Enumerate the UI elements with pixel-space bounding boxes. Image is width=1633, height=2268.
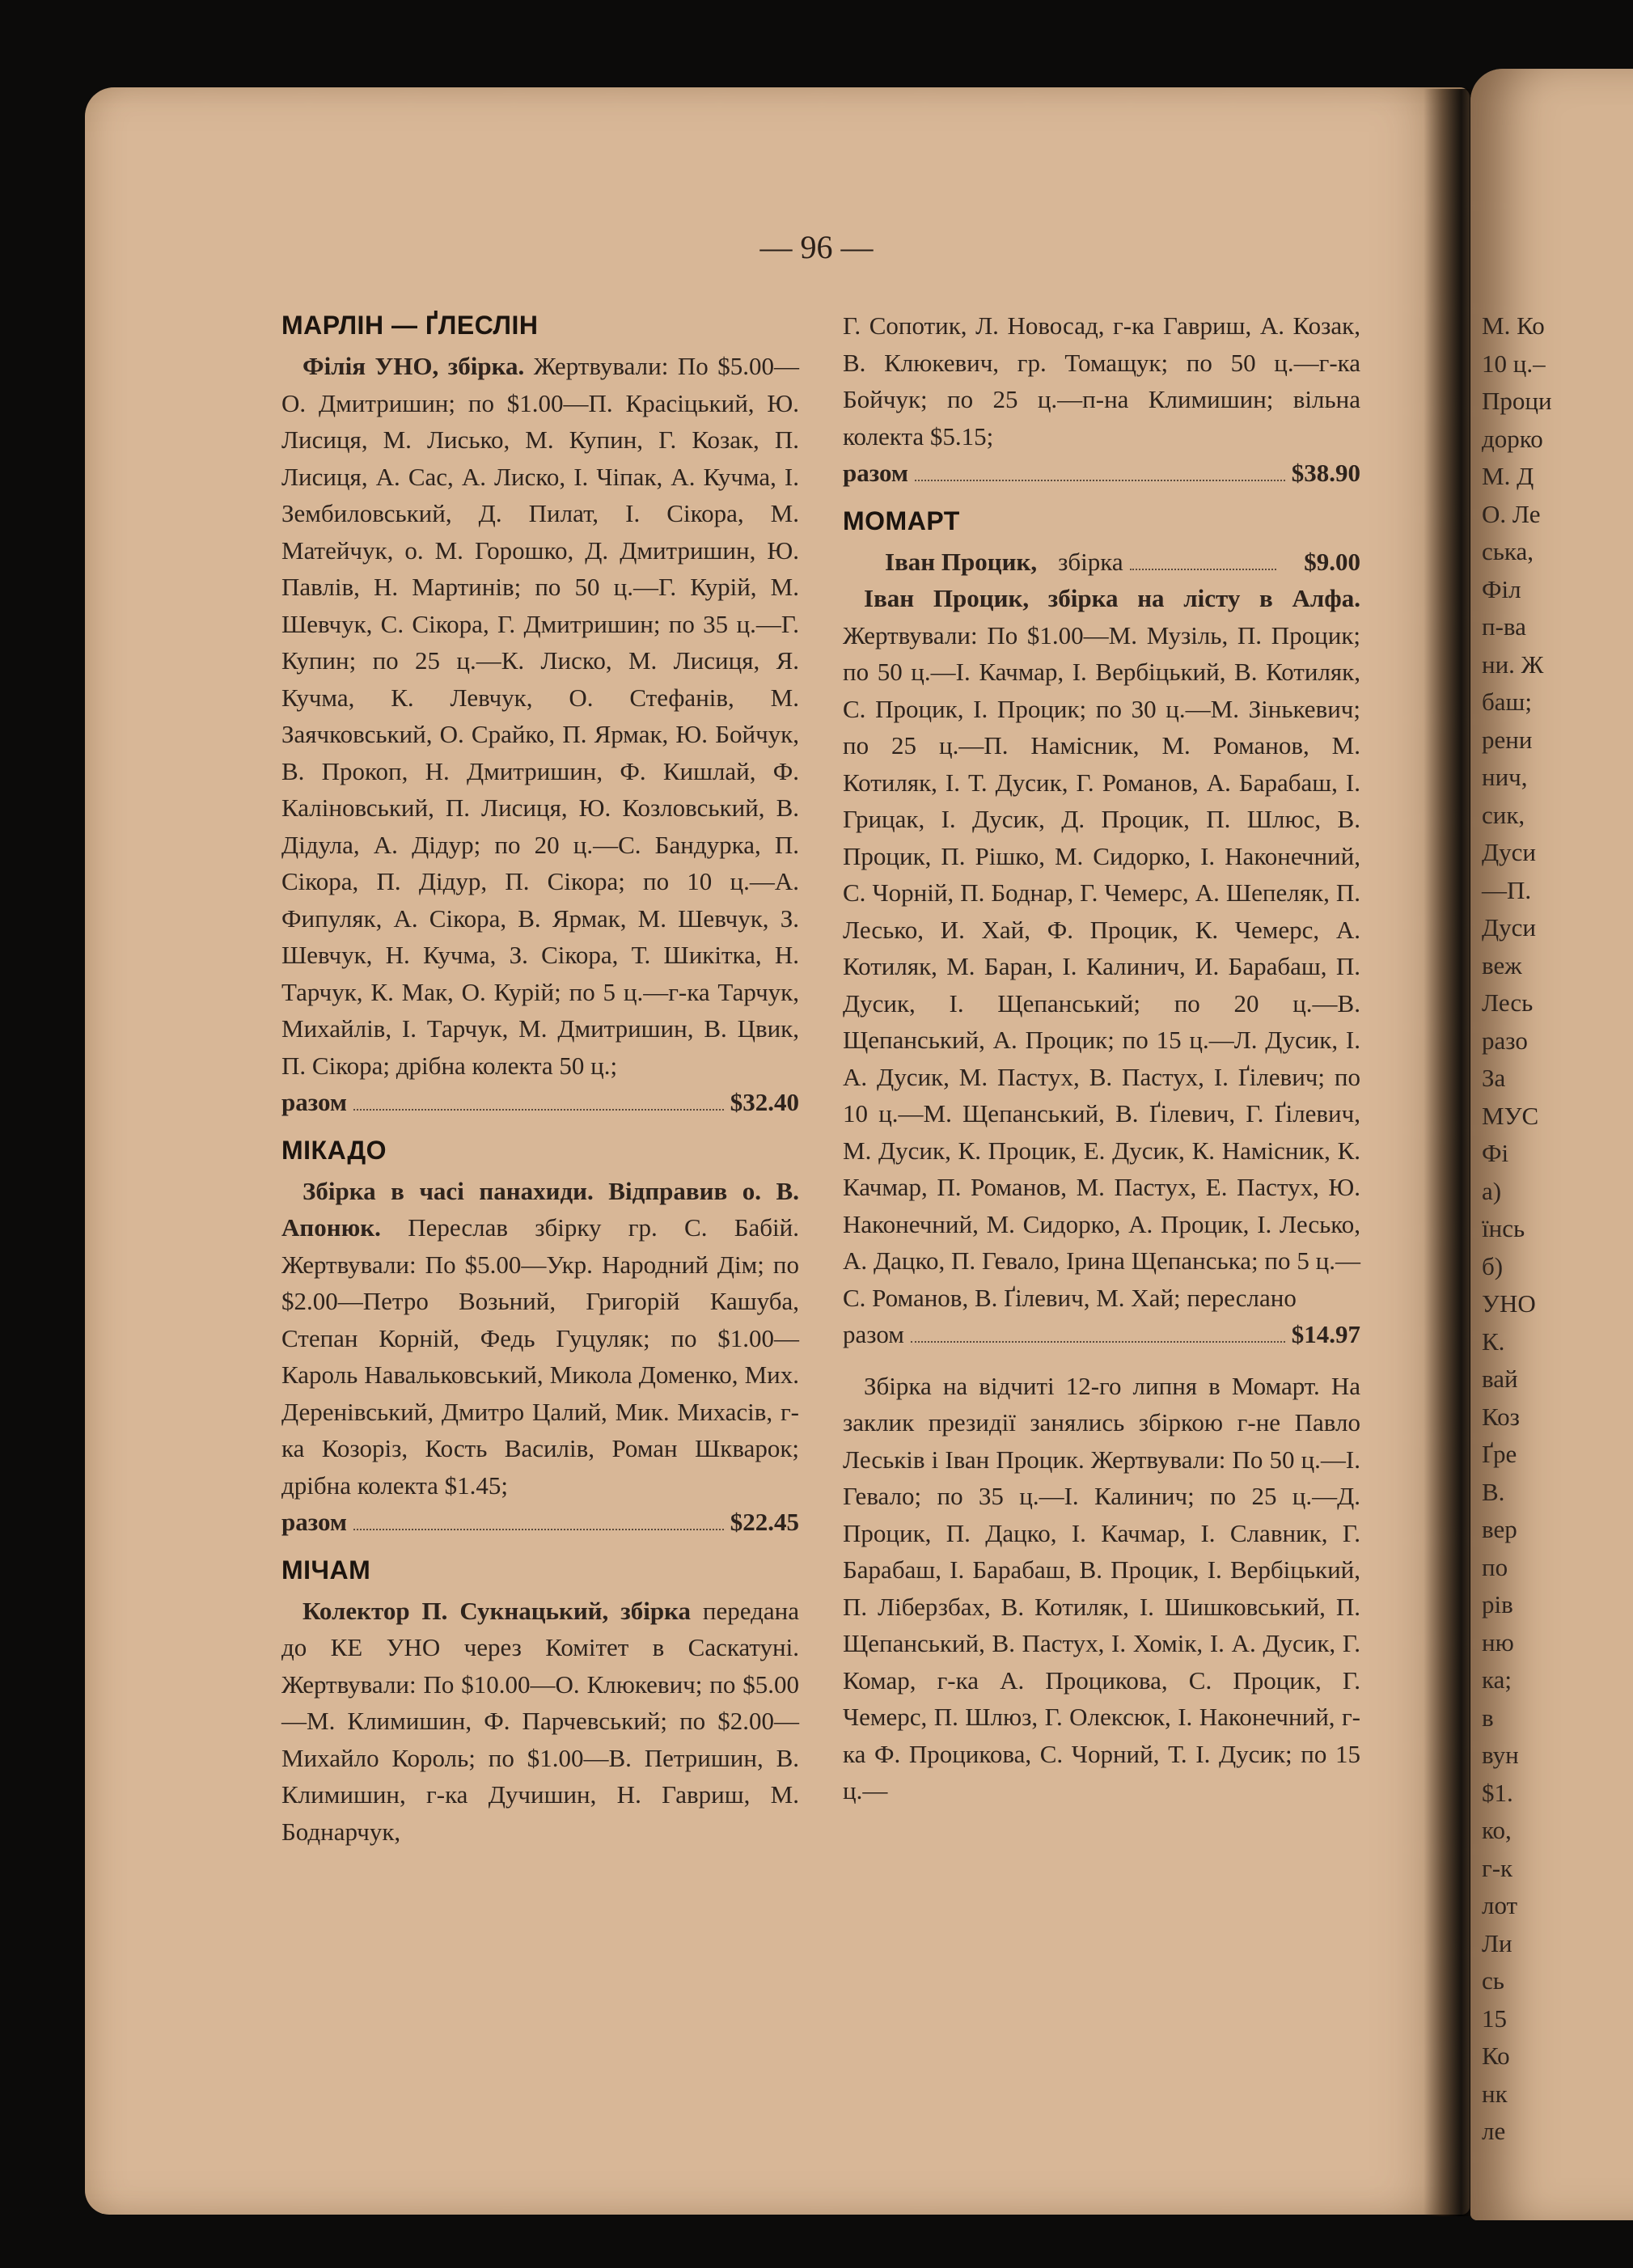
section-body-micham [281,1593,799,1851]
next-page-line: За [1482,1064,1506,1092]
next-page-line: $1. [1482,1778,1513,1807]
next-page-line: М. Ко [1482,311,1545,340]
spacer [843,1353,1360,1368]
total-label: разом [843,459,909,487]
next-page-line: п-ва [1482,612,1526,641]
next-page-line: лот [1482,1891,1518,1919]
next-page-line: рени [1482,725,1533,754]
leader-dots [353,1529,724,1530]
total-line-momart [843,1316,1360,1353]
next-page-line: ню [1482,1627,1514,1657]
next-page-line: баш; [1482,688,1533,716]
next-page-line: рів [1482,1590,1513,1618]
next-page-line: Коз [1482,1402,1520,1431]
entry-text: передана до КЕ УНО через Комітет в Саскатуні. Жертвували: По $10.00—О. Клюкевич; по $5.00—М. Климишин, Ф. Парчевський; по $2.00—Михайло Король; по $1.00—В. Петришин, В. Климишин, г-ка Дучишин, Н. Гавриш, М. Боднарчук, [281,1596,799,1846]
section-body-momart [843,580,1360,1316]
entry-text: збірка [1058,547,1123,576]
section-title-marlin: МАРЛІН — ҐЛЕСЛІН [281,311,539,340]
next-page-line: О. Ле [1482,499,1541,528]
left-column [281,307,799,1850]
next-page-line: Ли [1482,1928,1512,1957]
total-label: разом [281,1508,348,1536]
next-page-line: г-к [1482,1853,1513,1882]
next-page-line: 10 ц.– [1482,349,1546,378]
section-body-mikado [281,1173,799,1504]
section-title-micham: МІЧАМ [281,1555,371,1585]
entry-lead: Збірка в часі панахиди. Відправив о. В. Апонюк. [281,1176,799,1242]
entry-lead: Колектор П. Сукнацький, збірка [302,1596,691,1625]
page-number: — 96 — [759,229,874,265]
right-column [843,307,1360,1809]
next-page-line: сь [1482,1966,1504,1995]
section-title-momart: МОМАРТ [843,506,960,535]
next-page-line: ко, [1482,1816,1512,1844]
next-page-line: дорко [1482,424,1543,453]
entry-text: Жертвували: По $1.00—М. Музіль, П. Процик; по 50 ц.—І. Качмар, І. Вербіцький, В. Котиляк, С. Процик, І. Процик; по 30 ц.—М. Зінькевич; по 25 ц.—П. Намісник, М. Романов, М. Котиляк, І. Т. Дусик, Г. Романов, А. Барабаш, І. Грицак, І. Дусик, Д. Процик, П. Шлюс, В. Процик, П. Рішко, М. Сидорко, І. Наконечний, С. Чорній, П. Боднар, Г. Чемерс, А. Шепеляк, П. Лесько, И. Хай, Ф. Процик, К. Чемерс, А. Котиляк, М. Баран, І. Калинич, И. Барабаш, П. Дусик, І. Щепанський; по 20 ц.—В. Щепанський, А. Процик; по 15 ц.—Л. Дусик, І. А. Дусик, М. Пастух, В. Пастух, І. Ґілевич; по 10 ц.—М. Щепанський, В. Ґілевич, Г. Ґілевич, М. Дусик, К. Процик, Е. Дусик, К. Намісник, К. Качмар, П. Романов, М. Пастух, Е. Пастух, Ю. Наконечний, М. Сидорко, А. Процик, І. Лесько, А. Дацко, П. Гевало, Ірина Щепанська; по 5 ц.—С. Романов, В. Ґілевич, М. Хай; переслано [843,620,1360,1312]
total-amount: $9.00 [1304,547,1360,576]
next-page-line: МУС [1482,1101,1539,1130]
next-page-edge [1470,69,1633,2220]
next-page-line: вай [1482,1365,1518,1393]
next-page-line: вер [1482,1515,1517,1543]
next-page-line: 15 [1482,2004,1507,2033]
total-amount: $38.90 [1291,459,1360,487]
next-page-line: разо [1482,1026,1528,1055]
next-page-line: а) [1482,1176,1502,1205]
total-amount: $14.97 [1291,1320,1360,1348]
leader-dots [915,480,1285,481]
next-page-line: ка; [1482,1665,1512,1694]
total-amount: $32.40 [730,1088,799,1116]
next-page-line: Ґре [1482,1440,1517,1468]
next-page-line: вун [1482,1741,1519,1769]
total-label: разом [843,1320,904,1348]
entry-lead: Іван Процик, [885,547,1038,576]
total-line-marlin [281,1084,799,1121]
next-page-line: нич, [1482,763,1528,791]
next-page-line: їнсь [1482,1214,1525,1242]
next-page-line: по [1482,1552,1508,1581]
total-line-continued [843,455,1360,492]
next-page-line: б) [1482,1251,1504,1280]
next-page-line: сик, [1482,800,1525,829]
next-page-line: Дуси [1482,838,1536,866]
section-title-mikado: МІКАДО [281,1135,387,1165]
next-page-line: ни. Ж [1482,650,1544,679]
next-page-line: М. Д [1482,462,1534,490]
next-page-line: Лесь [1482,988,1534,1017]
next-page-line: в [1482,1703,1494,1732]
total-line-mikado [281,1504,799,1541]
next-page-line: Філ [1482,574,1521,603]
entry-text: Жертвували: По $5.00—О. Дмитришин; по $1.00—П. Красіцький, Ю. Лисиця, М. Лисько, М. Купин, Г. Козак, П. Лисиця, А. Сас, А. Лиско, І. Чіпак, А. Кучма, І. Зембиловський, Д. Пилат, І. Сікора, М. Матейчук, о. М. Горошко, Д. Дмитришин, Ю. Павлів, Н. Мартинів; по 50 ц.—Г. Курій, М. Шевчук, С. Сікора, Г. Дмитришин; по 35 ц.—Г. Купин; по 25 ц.—К. Лиско, М. Лисиця, Я. Кучма, К. Левчук, О. Стефанів, М. Заячковський, О. Срайко, П. Ярмак, Ю. Бойчук, В. Прокоп, Н. Дмитришин, Ф. Кишлай, Ф. Каліновський, П. Лисиця, Ю. Козловський, В. Дідула, А. Дідур; по 20 ц.—С. Бандурка, П. Сікора, П. Дідур, П. Сікора; по 10 ц.—А. Фипуляк, А. Сікора, В. Ярмак, М. Шевчук, З. Шевчук, Н. Кучма, З. Сікора, Т. Шикітка, Н. Тарчук, К. Мак, О. Курій; по 5 ц.—г-ка Тарчук, Михайлів, І. Тарчук, М. Дмитришин, В. Цвик, П. Сікора; дрібна колекта 50 ц.; [281,352,799,1080]
next-page-line: Проци [1482,387,1552,415]
next-page-line: нк [1482,2079,1508,2108]
next-page-line: УНО [1482,1289,1536,1318]
next-page-line: Дуси [1482,913,1536,941]
leader-dots [353,1109,724,1111]
total-amount: $22.45 [730,1508,799,1536]
section-body-lecture: Збірка на відчиті 12-го липня в Момарт. На заклик президії занялись збіркою г-не Павло Леськів і Іван Процик. Жертвували: По 50 ц.—І. Гевало; по 35 ц.—І. Калинич; по 25 ц.—Д. Процик, П. Дацко, І. Качмар, І. Славник, Г. Барабаш, І. Барабаш, В. Процик, І. Вербіцький, П. Ліберзбах, В. Котиляк, І. Шишковський, П. Щепанський, В. Пастух, І. Хомік, І. А. Дусик, Г. Комар, г-ка А. Процикова, С. Процик, Г. Чемерс, П. Шлюз, Г. Олексюк, І. Наконечний, г-ка Ф. Процикова, С. Чорний, Т. І. Дусик; по 15 ц.— [843,1371,1360,1805]
total-line-procyk [843,544,1360,581]
section-body-marlin [281,348,799,1084]
next-page-line: В. [1482,1477,1505,1506]
leader-dots [1130,569,1277,570]
next-page-line: К. [1482,1327,1505,1356]
next-page-line: ська, [1482,537,1534,565]
next-page-line: ле [1482,2117,1506,2145]
entry-text: Переслав збірку гр. С. Бабій. Жертвували: По $5.00—Укр. Народний Дім; по $2.00—Петро Возьний, Григорій Кашуба, Степан Корній, Федь Гуцуляк; по $1.00—Кароль Навальковський, Микола Доменко, Мих. Деренівський, Дмитро Цалий, Мик. Михасів, г-ка Козоріз, Кость Василів, Роман Шкварок; дрібна колекта $1.45; [281,1213,799,1500]
next-page-line: Фі [1482,1139,1509,1167]
next-page-line: —П. [1482,875,1532,904]
next-page-line: Ко [1482,2042,1510,2070]
next-page-line: веж [1482,950,1522,980]
entry-lead: Філія УНО, збірка. [302,352,525,380]
leader-dots [911,1341,1285,1343]
entry-lead: Іван Процик, збірка на лісту в Алфа. [864,584,1360,612]
section-body-continued: Г. Сопотик, Л. Новосад, г-ка Гавриш, А. Козак, В. Клюкевич, гр. Томащук; по 50 ц.—г-ка Бойчук; по 25 ц.—п-на Климишин; вільна колекта $5.15; [843,311,1360,451]
total-label: разом [281,1088,348,1116]
